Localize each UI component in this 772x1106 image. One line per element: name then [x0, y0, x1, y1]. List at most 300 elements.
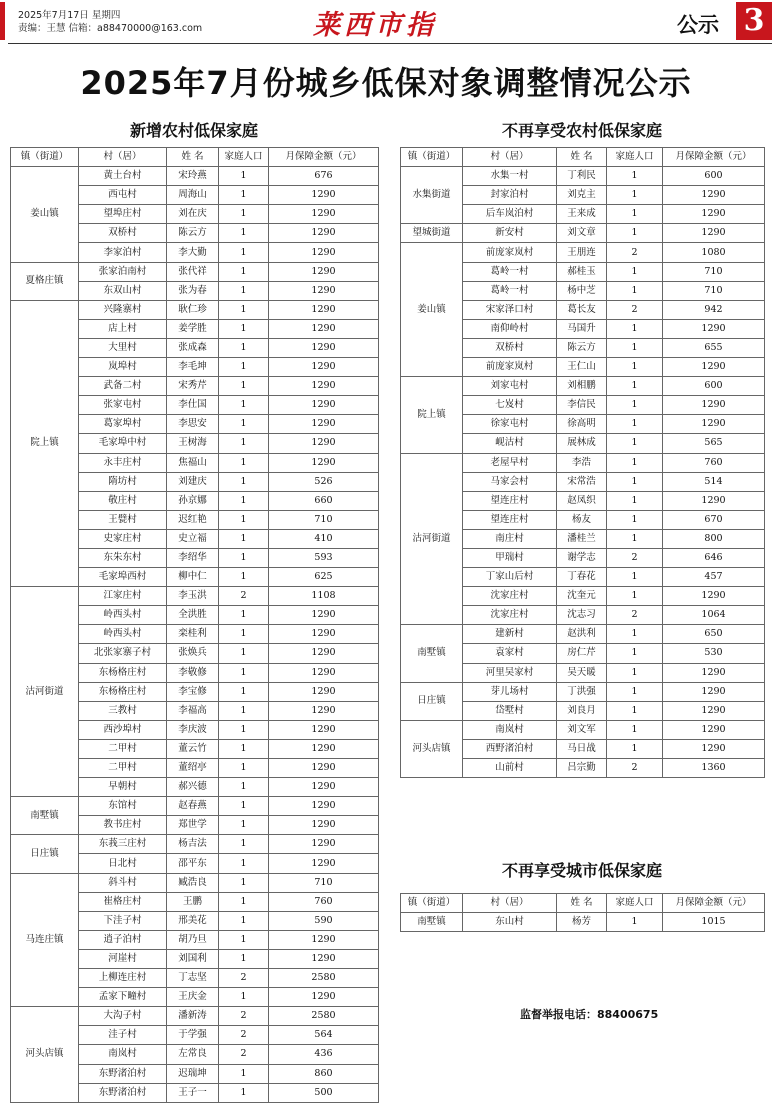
table-row [401, 453, 765, 472]
village-cell: 建新村 [463, 625, 557, 644]
name-cell: 陈云方 [167, 224, 219, 243]
col-town: 镇（街道） [11, 148, 79, 167]
village-cell: 甲瑞村 [463, 548, 557, 567]
village-cell: 七岌村 [463, 396, 557, 415]
table-row [11, 1007, 379, 1026]
name-cell: 李福高 [167, 701, 219, 720]
name-cell: 刘文章 [557, 224, 607, 243]
amount-cell: 564 [269, 1026, 379, 1045]
amount-cell: 646 [663, 548, 765, 567]
amount-cell: 1290 [269, 778, 379, 797]
amount-cell: 1290 [269, 415, 379, 434]
name-cell: 邢美花 [167, 911, 219, 930]
household-cell: 1 [607, 701, 663, 720]
amount-cell: 710 [269, 873, 379, 892]
household-cell: 1 [219, 434, 269, 453]
amount-cell: 593 [269, 548, 379, 567]
household-cell: 1 [219, 911, 269, 930]
amount-cell: 1360 [663, 759, 765, 778]
col-amount: 月保障金额（元） [663, 894, 765, 913]
town-cell: 水集街道 [401, 167, 463, 224]
village-cell: 前庞家岚村 [463, 243, 557, 262]
household-cell: 1 [607, 529, 663, 548]
village-cell: 黄土台村 [79, 167, 167, 186]
village-cell: 新安村 [463, 224, 557, 243]
village-cell: 西屯村 [79, 186, 167, 205]
amount-cell: 670 [663, 510, 765, 529]
amount-cell: 1290 [269, 625, 379, 644]
amount-cell: 1290 [663, 663, 765, 682]
amount-cell: 1290 [269, 816, 379, 835]
name-cell: 王庆金 [167, 988, 219, 1007]
header-red-bar [0, 2, 5, 40]
village-cell: 山前村 [463, 759, 557, 778]
col-amount: 月保障金额（元） [269, 148, 379, 167]
household-cell: 1 [219, 625, 269, 644]
village-cell: 逍子泊村 [79, 930, 167, 949]
village-cell: 水集一村 [463, 167, 557, 186]
amount-cell: 500 [269, 1083, 379, 1102]
village-cell: 沈家庄村 [463, 587, 557, 606]
amount-cell: 1290 [663, 224, 765, 243]
amount-cell: 1290 [269, 835, 379, 854]
name-cell: 王仁山 [557, 358, 607, 377]
amount-cell: 710 [663, 262, 765, 281]
household-cell: 1 [607, 319, 663, 338]
amount-cell: 1290 [269, 988, 379, 1007]
household-cell: 1 [219, 663, 269, 682]
village-cell: 葛岭一村 [463, 281, 557, 300]
name-cell: 周海山 [167, 186, 219, 205]
village-cell: 东馆村 [79, 797, 167, 816]
town-cell: 南墅镇 [401, 625, 463, 682]
amount-cell: 1290 [269, 644, 379, 663]
name-cell: 杨吉法 [167, 835, 219, 854]
amount-cell: 1290 [269, 205, 379, 224]
name-cell: 董云竹 [167, 739, 219, 758]
name-cell: 李敬修 [167, 663, 219, 682]
village-cell: 双桥村 [79, 224, 167, 243]
village-cell: 敬庄村 [79, 491, 167, 510]
name-cell: 史立福 [167, 529, 219, 548]
amount-cell: 526 [269, 472, 379, 491]
household-cell: 1 [219, 319, 269, 338]
name-cell: 徐高明 [557, 415, 607, 434]
village-cell: 芽儿场村 [463, 682, 557, 701]
amount-cell: 1290 [663, 682, 765, 701]
village-cell: 毛家埠西村 [79, 568, 167, 587]
town-cell: 夏格庄镇 [11, 262, 79, 300]
name-cell: 李信民 [557, 396, 607, 415]
amount-cell: 1290 [269, 224, 379, 243]
amount-cell: 1290 [663, 319, 765, 338]
village-cell: 东朱东村 [79, 548, 167, 567]
household-cell: 1 [219, 529, 269, 548]
name-cell: 王鹏 [167, 892, 219, 911]
name-cell: 王子一 [167, 1083, 219, 1102]
new-rural-rows [11, 167, 379, 1103]
village-cell: 望连庄村 [463, 491, 557, 510]
village-cell: 店上村 [79, 319, 167, 338]
name-cell: 赵凤织 [557, 491, 607, 510]
table-row [401, 682, 765, 701]
village-cell: 三教村 [79, 701, 167, 720]
household-cell: 1 [219, 720, 269, 739]
household-cell: 1 [219, 739, 269, 758]
amount-cell: 590 [269, 911, 379, 930]
household-cell: 1 [219, 873, 269, 892]
header-date: 2025年7月17日 星期四 [18, 10, 121, 21]
col-household: 家庭人口 [607, 148, 663, 167]
amount-cell: 1108 [269, 587, 379, 606]
name-cell: 张焕兵 [167, 644, 219, 663]
amount-cell: 530 [663, 644, 765, 663]
village-cell: 马家会村 [463, 472, 557, 491]
village-cell: 望埠庄村 [79, 205, 167, 224]
village-cell: 下洼子村 [79, 911, 167, 930]
village-cell: 北张家寨子村 [79, 644, 167, 663]
town-cell: 马连庄镇 [11, 873, 79, 1007]
village-cell: 丁家山后村 [463, 568, 557, 587]
amount-cell: 565 [663, 434, 765, 453]
name-cell: 刘相鹏 [557, 377, 607, 396]
header-editor: 责编：王慧 信箱：a88470000@163.com [18, 23, 203, 34]
table-row [401, 167, 765, 186]
amount-cell: 660 [269, 491, 379, 510]
amount-cell: 436 [269, 1045, 379, 1064]
name-cell: 柳中仁 [167, 568, 219, 587]
village-cell: 孟家下疃村 [79, 988, 167, 1007]
village-cell: 崔格庄村 [79, 892, 167, 911]
name-cell: 董绍亭 [167, 759, 219, 778]
amount-cell: 650 [663, 625, 765, 644]
village-cell: 武备二村 [79, 377, 167, 396]
household-cell: 1 [219, 548, 269, 567]
household-cell: 1 [219, 854, 269, 873]
village-cell: 南仰岭村 [463, 319, 557, 338]
household-cell: 1 [607, 224, 663, 243]
name-cell: 马日战 [557, 739, 607, 758]
amount-cell: 1290 [663, 396, 765, 415]
amount-cell: 1290 [269, 319, 379, 338]
household-cell: 2 [607, 300, 663, 319]
table-row [11, 587, 379, 606]
amount-cell: 1290 [663, 587, 765, 606]
table-row [11, 167, 379, 186]
amount-cell: 1290 [269, 739, 379, 758]
name-cell: 栾桂利 [167, 625, 219, 644]
amount-cell: 1290 [269, 949, 379, 968]
amount-cell: 1064 [663, 606, 765, 625]
amount-cell: 1290 [663, 358, 765, 377]
village-cell: 老屋早村 [463, 453, 557, 472]
name-cell: 于学强 [167, 1026, 219, 1045]
amount-cell: 1290 [663, 205, 765, 224]
name-cell: 丁洪强 [557, 682, 607, 701]
page-number: 3 [736, 2, 772, 40]
village-cell: 后车岚泊村 [463, 205, 557, 224]
name-cell: 李思安 [167, 415, 219, 434]
town-cell: 河头店镇 [401, 720, 463, 777]
name-cell: 杨中芝 [557, 281, 607, 300]
amount-cell: 800 [663, 529, 765, 548]
amount-cell: 710 [269, 510, 379, 529]
table-row [11, 300, 379, 319]
household-cell: 1 [219, 396, 269, 415]
town-cell: 南墅镇 [401, 913, 463, 932]
amount-cell: 625 [269, 568, 379, 587]
name-cell: 王来成 [557, 205, 607, 224]
household-cell: 1 [607, 625, 663, 644]
village-cell: 岱墅村 [463, 701, 557, 720]
household-cell: 2 [607, 759, 663, 778]
household-cell: 1 [219, 338, 269, 357]
village-cell: 大里村 [79, 338, 167, 357]
household-cell: 1 [219, 797, 269, 816]
village-cell: 河崖村 [79, 949, 167, 968]
household-cell: 2 [219, 969, 269, 988]
town-cell: 南墅镇 [11, 797, 79, 835]
name-cell: 李宝修 [167, 682, 219, 701]
village-cell: 李家泊村 [79, 243, 167, 262]
village-cell: 毛家埠中村 [79, 434, 167, 453]
household-cell: 1 [607, 644, 663, 663]
amount-cell: 1080 [663, 243, 765, 262]
household-cell: 1 [607, 396, 663, 415]
name-cell: 郝兴德 [167, 778, 219, 797]
name-cell: 吴天暖 [557, 663, 607, 682]
household-cell: 1 [607, 739, 663, 758]
amount-cell: 1290 [269, 797, 379, 816]
name-cell: 左常良 [167, 1045, 219, 1064]
name-cell: 马国升 [557, 319, 607, 338]
household-cell: 1 [607, 587, 663, 606]
household-cell: 1 [219, 644, 269, 663]
household-cell: 1 [607, 682, 663, 701]
name-cell: 李大勤 [167, 243, 219, 262]
name-cell: 谢学志 [557, 548, 607, 567]
name-cell: 姜学胜 [167, 319, 219, 338]
name-cell: 全洪胜 [167, 606, 219, 625]
village-cell: 东杨格庄村 [79, 663, 167, 682]
name-cell: 丁志坚 [167, 969, 219, 988]
amount-cell: 1290 [663, 415, 765, 434]
amount-cell: 1290 [663, 701, 765, 720]
col-name: 姓 名 [557, 148, 607, 167]
header-rule [8, 43, 772, 44]
village-cell: 岘沽村 [463, 434, 557, 453]
name-cell: 宋常浩 [557, 472, 607, 491]
village-cell: 二甲村 [79, 739, 167, 758]
amount-cell: 1290 [269, 682, 379, 701]
name-cell: 杨芳 [557, 913, 607, 932]
name-cell: 焦福山 [167, 453, 219, 472]
household-cell: 1 [219, 205, 269, 224]
household-cell: 1 [219, 415, 269, 434]
household-cell: 1 [219, 243, 269, 262]
stop-rural-rows [401, 167, 765, 778]
hotline: 监督举报电话：88400675 [520, 1008, 659, 1021]
household-cell: 1 [219, 778, 269, 797]
table-row [401, 720, 765, 739]
name-cell: 丁利民 [557, 167, 607, 186]
household-cell: 1 [219, 930, 269, 949]
town-cell: 沽河街道 [401, 453, 463, 625]
table-row [401, 625, 765, 644]
table-row [11, 873, 379, 892]
col-name: 姓 名 [167, 148, 219, 167]
household-cell: 1 [607, 434, 663, 453]
amount-cell: 760 [663, 453, 765, 472]
household-cell: 1 [219, 988, 269, 1007]
household-cell: 2 [607, 548, 663, 567]
village-cell: 河里吴家村 [463, 663, 557, 682]
col-household: 家庭人口 [219, 148, 269, 167]
col-village: 村（居） [463, 148, 557, 167]
amount-cell: 1290 [269, 300, 379, 319]
table-row [401, 243, 765, 262]
household-cell: 1 [607, 510, 663, 529]
name-cell: 郑世学 [167, 816, 219, 835]
name-cell: 刘文军 [557, 720, 607, 739]
table-row [401, 913, 765, 932]
household-cell: 1 [607, 491, 663, 510]
amount-cell: 760 [269, 892, 379, 911]
household-cell: 1 [219, 816, 269, 835]
village-cell: 洼子村 [79, 1026, 167, 1045]
household-cell: 1 [219, 835, 269, 854]
name-cell: 李毛坤 [167, 358, 219, 377]
name-cell: 迟瑞坤 [167, 1064, 219, 1083]
name-cell: 丁春花 [557, 568, 607, 587]
household-cell: 1 [219, 701, 269, 720]
col-town: 镇（街道） [401, 894, 463, 913]
town-cell: 望城街道 [401, 224, 463, 243]
name-cell: 王朋连 [557, 243, 607, 262]
village-cell: 西沙埠村 [79, 720, 167, 739]
amount-cell: 942 [663, 300, 765, 319]
household-cell: 1 [607, 281, 663, 300]
amount-cell: 1290 [269, 701, 379, 720]
village-cell: 教书庄村 [79, 816, 167, 835]
amount-cell: 860 [269, 1064, 379, 1083]
table-row [11, 835, 379, 854]
village-cell: 史家庄村 [79, 529, 167, 548]
newspaper-masthead: 莱西市指 [313, 10, 437, 41]
name-cell: 邵平东 [167, 854, 219, 873]
household-cell: 1 [219, 1064, 269, 1083]
household-cell: 1 [607, 205, 663, 224]
name-cell: 胡乃旦 [167, 930, 219, 949]
amount-cell: 1015 [663, 913, 765, 932]
household-cell: 1 [219, 377, 269, 396]
stop-rural-heading: 不再享受农村低保家庭 [501, 121, 662, 140]
village-cell: 张家泊南村 [79, 262, 167, 281]
village-cell: 前庞家岚村 [463, 358, 557, 377]
household-cell: 1 [219, 472, 269, 491]
village-cell: 岚埠村 [79, 358, 167, 377]
village-cell: 沈家庄村 [463, 606, 557, 625]
col-name: 姓 名 [557, 894, 607, 913]
table-row [11, 262, 379, 281]
name-cell: 展林成 [557, 434, 607, 453]
household-cell: 1 [607, 377, 663, 396]
amount-cell: 1290 [269, 186, 379, 205]
village-cell: 东双山村 [79, 281, 167, 300]
amount-cell: 1290 [269, 358, 379, 377]
household-cell: 1 [219, 606, 269, 625]
name-cell: 沈志习 [557, 606, 607, 625]
town-cell: 日庄镇 [11, 835, 79, 873]
amount-cell: 1290 [663, 720, 765, 739]
village-cell: 早朝村 [79, 778, 167, 797]
amount-cell: 1290 [269, 396, 379, 415]
amount-cell: 1290 [269, 759, 379, 778]
col-village: 村（居） [463, 894, 557, 913]
town-cell: 院上镇 [401, 377, 463, 453]
amount-cell: 1290 [663, 186, 765, 205]
amount-cell: 2580 [269, 1007, 379, 1026]
col-town: 镇（街道） [401, 148, 463, 167]
household-cell: 1 [607, 472, 663, 491]
amount-cell: 655 [663, 338, 765, 357]
amount-cell: 1290 [269, 720, 379, 739]
village-cell: 江家庄村 [79, 587, 167, 606]
village-cell: 徐家屯村 [463, 415, 557, 434]
name-cell: 孙京娜 [167, 491, 219, 510]
village-cell: 岭西头村 [79, 606, 167, 625]
village-cell: 王甓村 [79, 510, 167, 529]
household-cell: 2 [219, 1007, 269, 1026]
amount-cell: 600 [663, 167, 765, 186]
village-cell: 东莪三庄村 [79, 835, 167, 854]
amount-cell: 1290 [269, 663, 379, 682]
village-cell: 大沟子村 [79, 1007, 167, 1026]
village-cell: 上柳连庄村 [79, 969, 167, 988]
name-cell: 李绍华 [167, 548, 219, 567]
stop-urban-table [400, 893, 765, 932]
amount-cell: 410 [269, 529, 379, 548]
amount-cell: 1290 [269, 930, 379, 949]
household-cell: 2 [607, 606, 663, 625]
table-row [401, 224, 765, 243]
household-cell: 1 [219, 281, 269, 300]
name-cell: 李玉洪 [167, 587, 219, 606]
household-cell: 1 [219, 510, 269, 529]
table-header-row [401, 148, 765, 167]
name-cell: 迟红艳 [167, 510, 219, 529]
household-cell: 1 [607, 453, 663, 472]
household-cell: 1 [607, 186, 663, 205]
name-cell: 张代祥 [167, 262, 219, 281]
table-header-row [401, 894, 765, 913]
name-cell: 沈奎元 [557, 587, 607, 606]
name-cell: 吕宗勤 [557, 759, 607, 778]
stop-rural-table [400, 147, 765, 778]
amount-cell: 1290 [663, 491, 765, 510]
name-cell: 赵春燕 [167, 797, 219, 816]
town-cell: 河头店镇 [11, 1007, 79, 1102]
household-cell: 2 [219, 1045, 269, 1064]
household-cell: 1 [219, 300, 269, 319]
amount-cell: 1290 [269, 243, 379, 262]
village-cell: 西野渚泊村 [463, 739, 557, 758]
village-cell: 东山村 [463, 913, 557, 932]
village-cell: 兴隆寨村 [79, 300, 167, 319]
village-cell: 东野渚泊村 [79, 1064, 167, 1083]
village-cell: 南岚村 [79, 1045, 167, 1064]
amount-cell: 1290 [269, 377, 379, 396]
